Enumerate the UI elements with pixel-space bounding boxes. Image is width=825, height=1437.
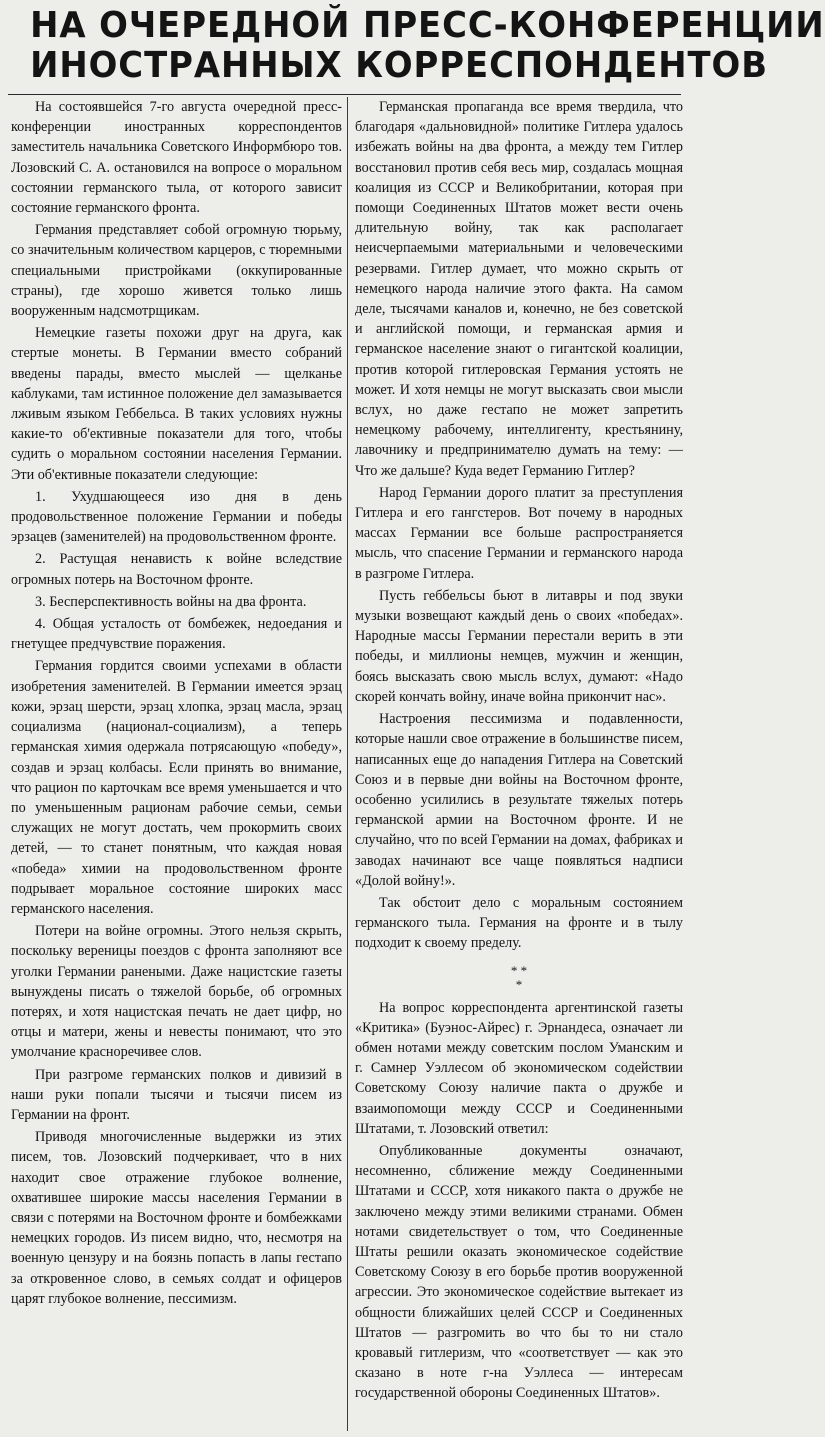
paragraph: При разгроме германских полков и дивизий в наши руки попали тысячи и тысячи писем из Германии на фронт. [11, 1066, 342, 1123]
paragraph: 4. Общая усталость от бомбежек, недоедания и гнетущее предчувствие поражения. [11, 616, 342, 653]
left-column [11, 97, 342, 1309]
paragraph: Так обстоит дело с моральным состоянием германского тыла. Германия на фронте и в тылу подходит к своему пределу. [355, 894, 683, 952]
paragraph: 3. Бесперспективность войны на два фронта. [35, 593, 307, 610]
paragraph: На вопрос корреспондента аргентинской газеты «Критика» (Буэнос-Айрес) г. Эрнандеса, означает ли обмен нотами между советским послом Уманским и г. Самнер Уэллесом об экономическом содействии Советскому Союзу наличие пакта о дружбе и взаимопомощи между СССР и Соединенными Штатами, т. Лозовский ответил: [355, 999, 683, 1137]
paragraph: Настроения пессимизма и подавленности, которые нашли свое отражение в большинстве писем, написанных еще до нападения Гитлера на Советский Союз и в первые дни войны на Восточном фронте, особенно усилились в результате тяжелых потерь германской армии на Восточном фронте. И не случайно, что по всей Германии на домах, фабриках и заводах начинают все чаще появляться надписи «Долой войну!». [355, 711, 683, 889]
headline-line-1: НА ОЧЕРЕДНОЙ ПРЕСС-КОНФЕРЕНЦИИ [30, 5, 825, 46]
paragraph: Германская пропаганда все время твердила, что благодаря «дальновидной» политике Гитлера удалось избежать войны на два фронта, а между тем Гитлер восстановил против себя весь мир, создалась мощная коалиция из СССР и Великобритании, которая при помощи Соединенных Штатов может вести очень длительную войну, так как располагает неисчерпаемыми материальными и человеческими резервами. Гитлер думает, что можно скрыть от немецкого народа наличие этого факта. На самом деле, тысячами каналов и, конечно, не без советской и английской помощи, и германская армия и германское население знают о гигантской коалиции, против которой гитлеровская Германия устоять не может. И хотя немцы не могут высказать свои мысли вслух, но даже гестапо не может запретить немецкому рабочему, интеллигенту, крестьянину, лавочнику и предпринимателю думать на тему: — Что же дальше? Куда ведет Германию Гитлер? [355, 99, 683, 479]
paragraph: Пусть геббельсы бьют в литавры и под звуки музыки возвещают каждый день о своих «победах». Народные массы Германии перестали верить в эти победы, и миллионы немцев, мужчин и женщин, боясь высказать свою мысль вслух, думают: «Надо скорей кончать войну, иначе война прикончит нас». [355, 587, 683, 705]
paragraph: Опубликованные документы означают, несомненно, сближение между Соединенными Штатами и СССР, хотя никакого пакта о дружбе не заключено между этими великими странами. Обмен нотами свидетельствует о том, что Соединенные Штаты решили оказать экономическое содействие Советскому Союзу в его борьбе против вооруженной агрессии. Это экономическое содействие вытекает из общности ближайших целей СССР и Соединенных Штатов — разгромить во что бы то ни стало кровавый гитлеризм, что «соответствует — как это сказано в ноте г-на Уэллеса — интересам государственной обороны Соединенных Штатов». [355, 1142, 683, 1402]
paragraph: Немецкие газеты похожи друг на друга, как стертые монеты. В Германии вместо собраний введены парады, вместо мыслей — щелканье каблуками, там истинное положение дел замазывается лживым языком Геббельса. В таких условиях нужны какие-то об'ективные показатели для того, чтобы судить о моральном состоянии населения Германии. Эти об'ективные показатели следующие: [11, 325, 342, 483]
paragraph: Германия гордится своими успехами в области изобретения заменителей. В Германии имеется эрзац кожи, эрзац шерсти, эрзац хлопка, эрзац масла, эрзац социализма (национал-социализм), а теперь германская химия одержала потрясающую «победу», создав и эрзац колбасы. Если принять во внимание, что рацион по карточкам все время уменьшается и что по уменьшенным рационам рабочие семьи, семьи служащих не могут достать, чем прокормить своих детей, — то станет понятным, что каждая новая «победа» химии на продовольственном фронте подрывает моральное состояние широких масс германского населения. [11, 658, 342, 917]
headline-line-2: ИНОСТРАННЫХ КОРРЕСПОНДЕНТОВ [30, 45, 768, 86]
paragraph: Германия представляет собой огромную тюрьму, со значительным количеством карцеров, с тюремными специальными пристройками (оккупированные страны), где хорошо живется только лишь вооруженным надсмотрщикам. [11, 222, 342, 320]
headline [30, 5, 825, 86]
paragraph: На состоявшейся 7-го августа очередной пресс-конференции иностранных корреспондентов заместитель начальника Советского Информбюро тов. Лозовский С. А. остановился на вопросе о моральном состоянии германского тыла, от которого зависит состояние германского фронта. [11, 99, 342, 217]
paragraph: Народ Германии дорого платит за преступления Гитлера и его гангстеров. Вот почему в народных массах Германии все больше распространяется мысль, что спасение Германии и германского народа в разгроме Гитлера. [355, 484, 683, 582]
column-separator [347, 97, 348, 1431]
paragraph: 2. Растущая ненависть к войне вследствие огромных потерь на Восточном фронте. [11, 551, 342, 588]
paragraph: Потери на войне огромны. Этого нельзя скрыть, поскольку вереницы поездов с фронта заполняют все уголки Германии ранеными. Даже нацистские газеты вынуждены писать о тяжелой борьбе, об огромных потерях, и хотя нацистская печать не дает цифр, но отцы и матери, жены и невесты понимают, что это умолчание красноречивее слов. [11, 923, 342, 1061]
asterism-separator: * * * [510, 962, 528, 992]
paragraph: 1. Ухудшающееся изо дня в день продовольственное положение Германии и победы эрзацев (заменителей) на продовольственном фронте. [11, 488, 342, 546]
paragraph: Приводя многочисленные выдержки из этих писем, тов. Лозовский подчеркивает, что в них находит свое отражение глубокое волнение, охватившее широкие массы населения Германии в связи с потерями на Восточном фронте и бомбежками немецких городов. Из писем видно, что, несмотря на военную цензуру и на боязнь попасть в лапы гестапо за откровенное слово, в семьях солдат и офицеров царят глубокое волнение, пессимизм. [11, 1129, 342, 1307]
headline-rule [8, 94, 681, 95]
right-column [355, 97, 683, 1404]
